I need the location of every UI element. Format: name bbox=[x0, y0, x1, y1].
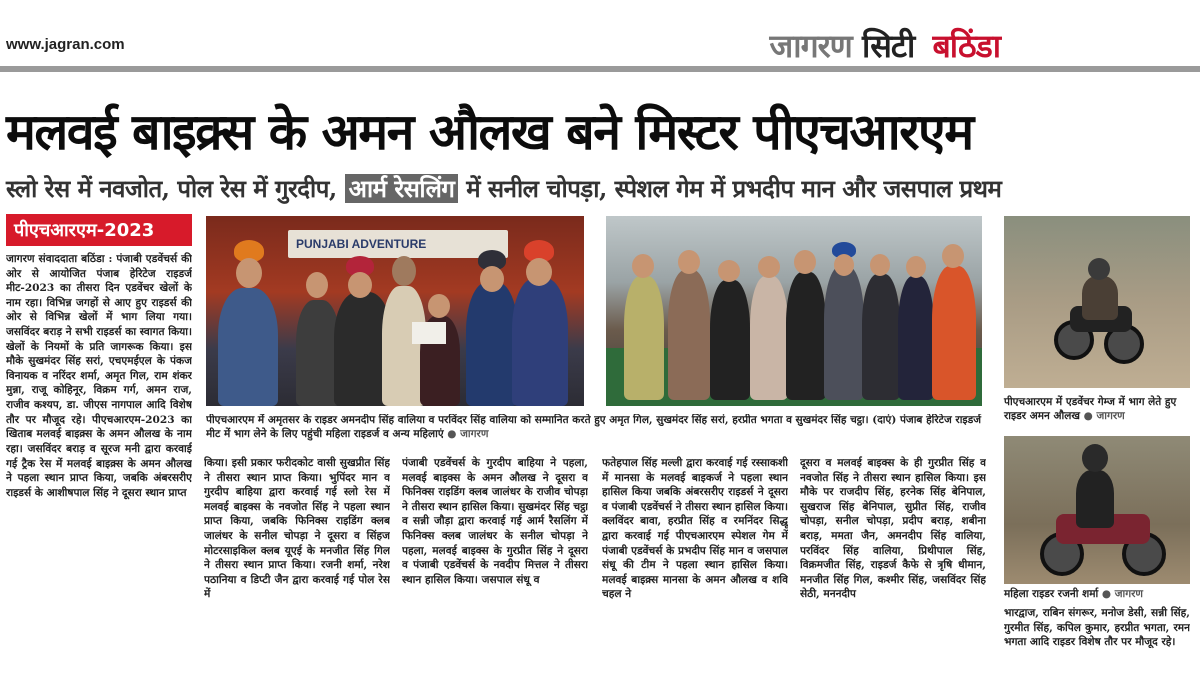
caption-text: पीएचआरएम में अमृतसर के राइडर अमनदीप सिंह वालिया व परविंदर सिंह वालिया को सम्मानित करते हुए अमृत गिल, सुखमंदर सिंह सरां, हरप्रीत भगता व सुखमंदर सिंह चट्ठा। (दाएं) पंजाब हेरिटेज राइडर्ज मीट में भाग लेने के लिए पहुंची महिला राइडर्ज व अन्य महिलाएं bbox=[206, 414, 981, 440]
caption-rider-aman bbox=[1004, 396, 1190, 423]
article-column-6: भारद्वाज, राबिन संगरूर, मनोज डेसी, सन्नी सिंह, गुरमीत सिंह, कपिल कुमार, हरप्रीत भगता, रमन भगता आदि राइडर विशेष तौर पर मौजूद रहे। bbox=[1004, 607, 1190, 649]
face bbox=[526, 258, 552, 286]
face bbox=[480, 266, 504, 292]
article-column-1: जागरण संवाददाता बठिंडा : पंजाबी एडवेंचर्स की ओर से आयोजित पंजाब हेरिटेज राइडर्ज मीट-2023 का तीसरा दिन एडवेंचर खेलों के नाम रहा। विभिन्न जगहों से आए हुए राइडर्स की ओर से विभिन्न खेलों में भाग लिया गया। जसविंदर बराड़ ने सभी राइडर्स का स्वागत किया। खेलों के नियमों के प्रति जागरूक किया। इस मौके सुखमंदर सिंह सरां, एचएमईएल के पंकज विनायक व नरिंदर शर्मा, अमृत गिल, राम शंकर मुन्ना, राजू कोहिनूर, विक्रम गर्ग, अमन राज, राजीव कश्यप, डा. जीएस नागपाल आदि विशेष तौर पर मौजूद रहे। पीएचआरएम-2023 का खिताब मलवई बाइक्र्स के अमन औलख के नाम रहा। जसविंदर बराड़ व सूरज मनी द्वारा करवाई गई ट्रैक रेस में मलवई बाइक्र्स के अमन औलख ने पहला स्थान प्राप्त किया, जबकि अंबरसरीए राइडर्स के आशीषपाल सिंह ने दूसरा स्थान प्राप्त bbox=[6, 253, 192, 499]
person-figure bbox=[668, 270, 710, 400]
person-figure bbox=[786, 272, 826, 400]
article-column-5: दूसरा व मलवई बाइक्स के ही गुरप्रीत सिंह व नवजोत सिंह ने तीसरा स्थान हासिल किया। इस मौके पर राजदीप सिंह, हरनेक सिंह बेनिपाल, सुखराज सिंह बेनिपाल, सुप्रीत सिंह, राजीव चोपड़ा, सनील चोपड़ा, प्रदीप बराड़, शबीना बराड़, ममता जैन, अमनदीप सिंह वालिया, परविंदर सिंह वालिया, प्रिथीपाल सिंह, विक्रमजीत सिंह, राइडर्ज कैफे से त्रृषि धीमान, मनजीत सिंह गिल, कश्मीर सिंह, जसविंदर सिंह सेठी, मननदीप bbox=[800, 457, 986, 601]
subheadline-highlight: आर्म रेसलिंग bbox=[345, 174, 459, 203]
face bbox=[794, 250, 816, 274]
face bbox=[906, 256, 926, 278]
face bbox=[306, 272, 328, 298]
site-url[interactable]: www.jagran.com bbox=[6, 36, 125, 53]
event-banner: PUNJABI ADVENTURE bbox=[288, 230, 508, 258]
face bbox=[392, 256, 416, 286]
article-column-2: किया। इसी प्रकार फरीदकोट वासी सुखप्रीत सिंह ने तीसरा स्थान प्राप्त किया। भुपिंदर मान व गुरदीप बाहिया द्वारा करवाई गई स्लो रेस में मलवई बाइक्स के नवजोत सिंह ने पहला स्थान प्राप्त किया, जबकि फिनिक्स राइडिंग क्लब जालंधर के सनील चोपड़ा ने दूसरा व सिंहज मोटरसाइकिल क्लब यूएई के मनजीत सिंह गिल ने तीसरा स्थान प्राप्त किया। रजनी शर्मा, नरेश पठानिया व डिप्टी जैन द्वारा करवाई गई पोल रेस में bbox=[204, 457, 390, 601]
credit-jagran: ● जागरण bbox=[1083, 409, 1125, 422]
masthead-city: सिटी bbox=[861, 27, 915, 65]
subheadline-part1: स्लो रेस में नवजोत, पोल रेस में गुरदीप, bbox=[6, 174, 337, 203]
person-figure bbox=[710, 280, 750, 400]
person-figure bbox=[218, 288, 278, 406]
face bbox=[718, 260, 740, 282]
caption-main bbox=[206, 414, 986, 450]
rider-figure bbox=[1076, 470, 1114, 528]
headline: मलवई बाइक्र्स के अमन औलख बने मिस्टर पीएचआरएम bbox=[6, 103, 973, 161]
face bbox=[834, 254, 854, 276]
subheadline-part2: में सनील चोपड़ा, स्पेशल गेम में प्रभदीप मान और जसपाल प्रथम bbox=[466, 174, 1002, 203]
photo-women-riders bbox=[606, 216, 982, 406]
credit-jagran: ● जागरण bbox=[1101, 588, 1144, 600]
person-figure bbox=[932, 266, 976, 400]
article-column-3: पंजाबी एडवेंचर्स के गुरदीप बाहिया ने पहला, मलवई बाइक्स के अमन औलख ने दूसरा व फिनिक्स राइडिंग क्लब जालंधर के राजीव चोपड़ा ने तीसरा स्थान हासिल किया। सुखमंदर सिंह चट्ठा व सन्नी जौड़ा द्वारा करवाई गई आर्म रैसलिंग में फिनिक्स क्लब जालंधर के सनील चोपड़ा ने पहला, मलवई बाइक्स के गुरप्रीत सिंह ने दूसरा व पंजाबी एडवेंचर्स के नवदीप मित्तल ने तीसरा स्थान हासिल किया। जसपाल संधू व bbox=[402, 457, 588, 586]
subheadline bbox=[6, 172, 1001, 205]
person-figure bbox=[512, 278, 568, 406]
face bbox=[758, 256, 780, 278]
face bbox=[942, 244, 964, 268]
person-figure bbox=[750, 276, 788, 400]
caption-rider-rajni bbox=[1004, 588, 1190, 602]
helmet bbox=[1082, 444, 1108, 472]
section-tag: पीएचआरएम-2023 bbox=[6, 214, 192, 246]
caption-text: पीएचआरएम में एडवेंचर गेम्ज में भाग लेते हुए राइडर अमन औलख bbox=[1004, 396, 1177, 422]
face bbox=[348, 272, 372, 298]
masthead-bathinda: बठिंडा bbox=[932, 27, 1000, 65]
person-figure bbox=[824, 266, 864, 400]
person-figure bbox=[862, 274, 900, 400]
masthead bbox=[770, 24, 1000, 67]
face bbox=[632, 254, 654, 278]
photo-award-ceremony bbox=[206, 216, 584, 406]
face bbox=[678, 250, 700, 274]
photo-rider-rajni bbox=[1004, 436, 1190, 584]
person-figure bbox=[466, 282, 518, 406]
person-figure bbox=[624, 276, 664, 400]
person-figure bbox=[898, 276, 934, 400]
masthead-jagran: जागरण bbox=[769, 27, 852, 65]
header-rule bbox=[0, 66, 1200, 72]
page-header bbox=[0, 0, 1200, 78]
credit-jagran: ● जागरण bbox=[447, 427, 489, 440]
award-certificate bbox=[412, 322, 446, 344]
face bbox=[870, 254, 890, 276]
rider-figure bbox=[1082, 276, 1118, 320]
helmet bbox=[1088, 258, 1110, 280]
caption-text: महिला राइडर रजनी शर्मा bbox=[1004, 588, 1099, 600]
face bbox=[236, 258, 262, 288]
face bbox=[428, 294, 450, 318]
photo-rider-aman bbox=[1004, 216, 1190, 388]
article-column-4: फतेहपाल सिंह मल्ली द्वारा करवाई गई रस्साकशी में मानसा के मलवई बाइकर्ज ने पहला स्थान हासिल किया जबकि अंबरसरीए राइडर्स ने दूसरा व पंजाबी एडवेंचर्स ने तीसरा स्थान हासिल किया। क्लविंदर बावा, हरप्रीत सिंह व रमनिंदर सिद्धू द्वारा करवाई गई पीएचआरएम स्पेशल गेम में पंजाबी एडवेंचर्स के प्रभदीप सिंह मान व जसपाल संधू की टीम ने पहला स्थान हासिल किया। मलवई बाइक्र्स मानसा के अमन औलख व शवि चहल ने bbox=[602, 457, 788, 601]
